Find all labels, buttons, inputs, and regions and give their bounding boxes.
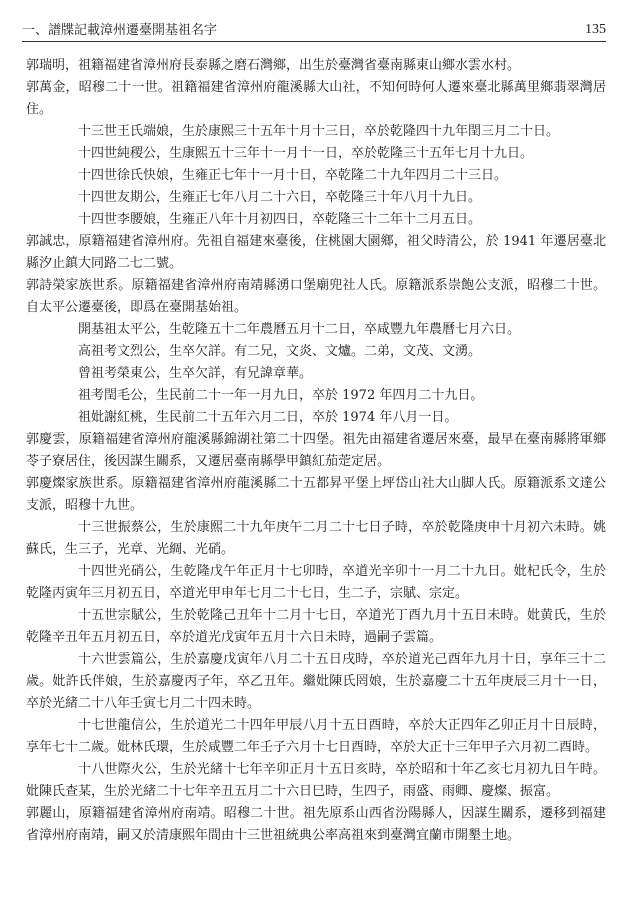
paragraph: 十四世李腰娘，生雍正八年十月初四日，卒乾隆三十二年十二月五日。 (78, 212, 482, 227)
paragraph: 十三世振蔡公，生於康熙二十九年庚午二月二十七日子時，卒於乾隆庚申十月初六未時。姚蘇氏，生三子，光章、光綢、光硝。 (26, 520, 606, 557)
paragraph: 十六世雲篇公，生於嘉慶戊寅年八月二十五日戌時，卒於道光己酉年九月十日，享年三十二歲。妣許氏伴娘，生於嘉慶丙子年，卒乙丑年。繼妣陳氏罔娘，生於嘉慶二十五年庚辰三月十一日，卒於光緒二十八年壬寅七月二十四未時。 (26, 652, 606, 711)
page-header (22, 14, 606, 42)
paragraph: 十五世宗賦公，生於乾隆己丑年十二月十七日，卒道光丁酉九月十五日未時。妣黄氏，生於乾隆辛丑年五月初五日，卒於道光戊寅年五月十六日未時，過嗣子雲篇。 (26, 608, 606, 645)
body-text (26, 55, 606, 847)
paragraph: 郭瑞明，祖籍福建省漳州府長泰縣之磨石灣鄉，出生於臺灣省臺南縣東山鄉水雲水村。 (26, 58, 521, 73)
paragraph: 郭誠忠，原籍福建省漳州府。先祖自福建來臺後，住桃園大園鄉，祖父時清公，於 1941 年遷居臺北縣汐止鎮大同路二七二號。 (26, 234, 606, 271)
paragraph: 十三世王氏端娘，生於康熙三十五年十月十三日，卒於乾隆四十九年閏三月二十日。 (78, 124, 560, 139)
paragraph: 郭慶燦家族世系。原籍福建省漳州府龍溪縣二十五都昇平堡上坪岱山社大山脚人氏。原籍派系文達公支派，昭穆十九世。 (26, 476, 606, 513)
paragraph: 郭詩榮家族世系。原籍福建省漳州府南靖縣湧口堡廟兜社人氏。原籍派系崇飽公支派，昭穆二十世。自太平公遷臺後，即爲在臺開基始祖。 (26, 278, 606, 315)
paragraph: 十四世友期公，生雍正七年八月二十六日，卒乾隆三十年八月十九日。 (78, 190, 482, 205)
paragraph: 十七世龍信公，生於道光二十四年甲辰八月十五日酉時，卒於大正四年乙卯正月十日辰時，享年七十二歲。妣林氏環，生於咸豐二年壬子六月十七日酉時，卒於大正十三年甲子六月初二酉時。 (26, 718, 606, 755)
paragraph: 十四世徐氏快娘，生雍正七年十一月十日，卒乾隆二十九年四月二十三日。 (78, 168, 508, 183)
paragraph: 十四世光硝公，生乾隆戊午年正月十七卯時，卒道光辛卯十一月二十九日。妣杞氏令，生於乾隆丙寅年三月初五日，卒道光甲申年七月二十七日，生二子，宗賦、宗定。 (26, 564, 606, 601)
paragraph: 郭慶雲，原籍福建省漳州府龍溪縣錦湖社第二十四堡。祖先由福建省遷居來臺，最早在臺南縣將軍鄉苓子寮居住，後因謀生關系，又遷居臺南縣學甲鎮紅茄萣定居。 (26, 432, 606, 469)
paragraph: 郭萬金，昭穆二十一世。祖籍福建省漳州府龍溪縣大山社，不知何時何人遷來臺北縣萬里鄉翡翠灣居住。 (26, 80, 606, 117)
paragraph: 祖考閏毛公，生民前二十一年一月九日，卒於 1972 年四月二十九日。 (78, 388, 484, 403)
paragraph: 郭麗山，原籍福建省漳州府南靖。昭穆二十世。祖先原系山西省汾陽縣人，因謀生關系，遷移到福建省漳州府南靖，嗣又於清康熙年間由十三世祖統典公率高祖來到臺灣宜蘭市開墾土地。 (26, 806, 606, 843)
paragraph: 十四世純稷公，生康熙五十三年十一月十一日，卒於乾隆三十五年七月十九日。 (78, 146, 534, 161)
page-number: 135 (585, 22, 606, 37)
paragraph: 祖妣謝紅桃，生民前二十五年六月二日，卒於 1974 年八月一日。 (78, 410, 458, 425)
paragraph: 開基祖太平公，生乾隆五十二年農曆五月十二日，卒咸豐九年農曆七月六日。 (78, 322, 521, 337)
paragraph: 曾祖考榮東公，生卒欠詳，有兄諱章華。 (78, 366, 313, 381)
paragraph: 十八世際火公，生於光緒十七年辛卯正月十五日亥時，卒於昭和十年乙亥七月初九日午時。妣陳氏查某，生於光緒二十七年辛丑五月二十六日巳時，生四子，雨盛、雨卿、慶燦、振富。 (26, 762, 606, 799)
paragraph: 高祖考文烈公，生卒欠詳。有二兄，文炎、文爐。二弟，文茂、文湧。 (78, 344, 482, 359)
running-title: 一、譜牒記載漳州遷臺開基祖名字 (22, 23, 218, 38)
